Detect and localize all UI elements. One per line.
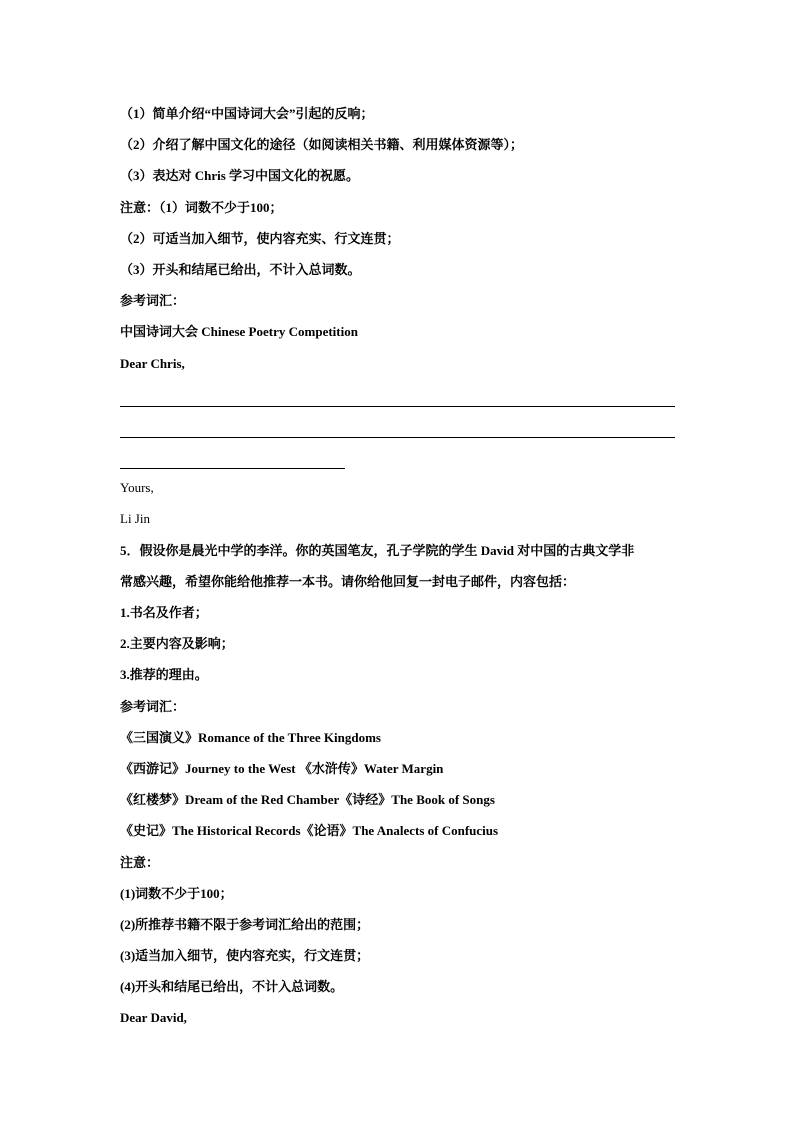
task5-item-1: 1.书名及作者； xyxy=(120,605,208,620)
answer-line-2[interactable] xyxy=(120,410,675,441)
letter1-signature: Li Jin xyxy=(120,511,150,527)
task5-note-1: (1)词数不少于100； xyxy=(120,885,233,901)
task5-vocab-1: 《三国演义》Romance of the Three Kingdoms xyxy=(120,729,381,745)
task5-vocab-4: 《史记》The Historical Records《论语》The Analects of Confucius xyxy=(120,823,499,839)
letter1-notes-label: 注意：（1）词数不少于100； xyxy=(120,199,283,215)
letter1-note-3: （3）开头和结尾已给出，不计入总词数。 xyxy=(120,261,361,277)
task5-prompt-line-2: 常感兴趣，希望你能给他推荐一本书。请你给他回复一封电子邮件，内容包括： xyxy=(120,573,576,589)
answer-line-1[interactable] xyxy=(120,379,675,410)
task5-vocab-3: 《红楼梦》Dream of the Red Chamber《诗经》The Book of Songs xyxy=(120,792,495,808)
document-page xyxy=(120,98,675,1034)
task5-vocab-2: 《西游记》Journey to the West 《水浒传》Water Margin xyxy=(120,760,444,776)
task5-notes-label: 注意： xyxy=(120,854,160,870)
letter1-item-3: （3）表达对 Chris 学习中国文化的祝愿。 xyxy=(120,168,360,184)
task5-note-2: (2)所推荐书籍不限于参考词汇给出的范围； xyxy=(120,916,370,932)
letter1-closing: Yours, xyxy=(120,480,154,496)
task5-greeting: Dear David, xyxy=(120,1010,187,1026)
task5-note-4: (4)开头和结尾已给出，不计入总词数。 xyxy=(120,979,344,995)
letter1-vocab: 中国诗词大会 Chinese Poetry Competition xyxy=(120,324,358,340)
task5-item-2: 2.主要内容及影响； xyxy=(120,636,234,652)
letter1-item-1: （1）简单介绍“中国诗词大会”引起的反响； xyxy=(120,106,374,121)
task5-vocab-label: 参考词汇： xyxy=(120,698,186,714)
letter1-item-2: （2）介绍了解中国文化的途径（如阅读相关书籍、利用媒体资源等）； xyxy=(120,137,524,153)
letter1-greeting: Dear Chris, xyxy=(120,355,185,371)
task5-prompt-line-1: 5．假设你是晨光中学的李洋。你的英国笔友，孔子学院的学生 David 对中国的古典文学非 xyxy=(120,542,635,558)
letter1-note-2: （2）可适当加入细节，使内容充实、行文连贯； xyxy=(120,230,400,246)
task5-note-3: (3)适当加入细节，使内容充实，行文连贯； xyxy=(120,948,370,964)
task5-item-3: 3.推荐的理由。 xyxy=(120,667,208,683)
letter1-vocab-label: 参考词汇： xyxy=(120,293,186,309)
answer-line-3[interactable] xyxy=(120,441,675,472)
